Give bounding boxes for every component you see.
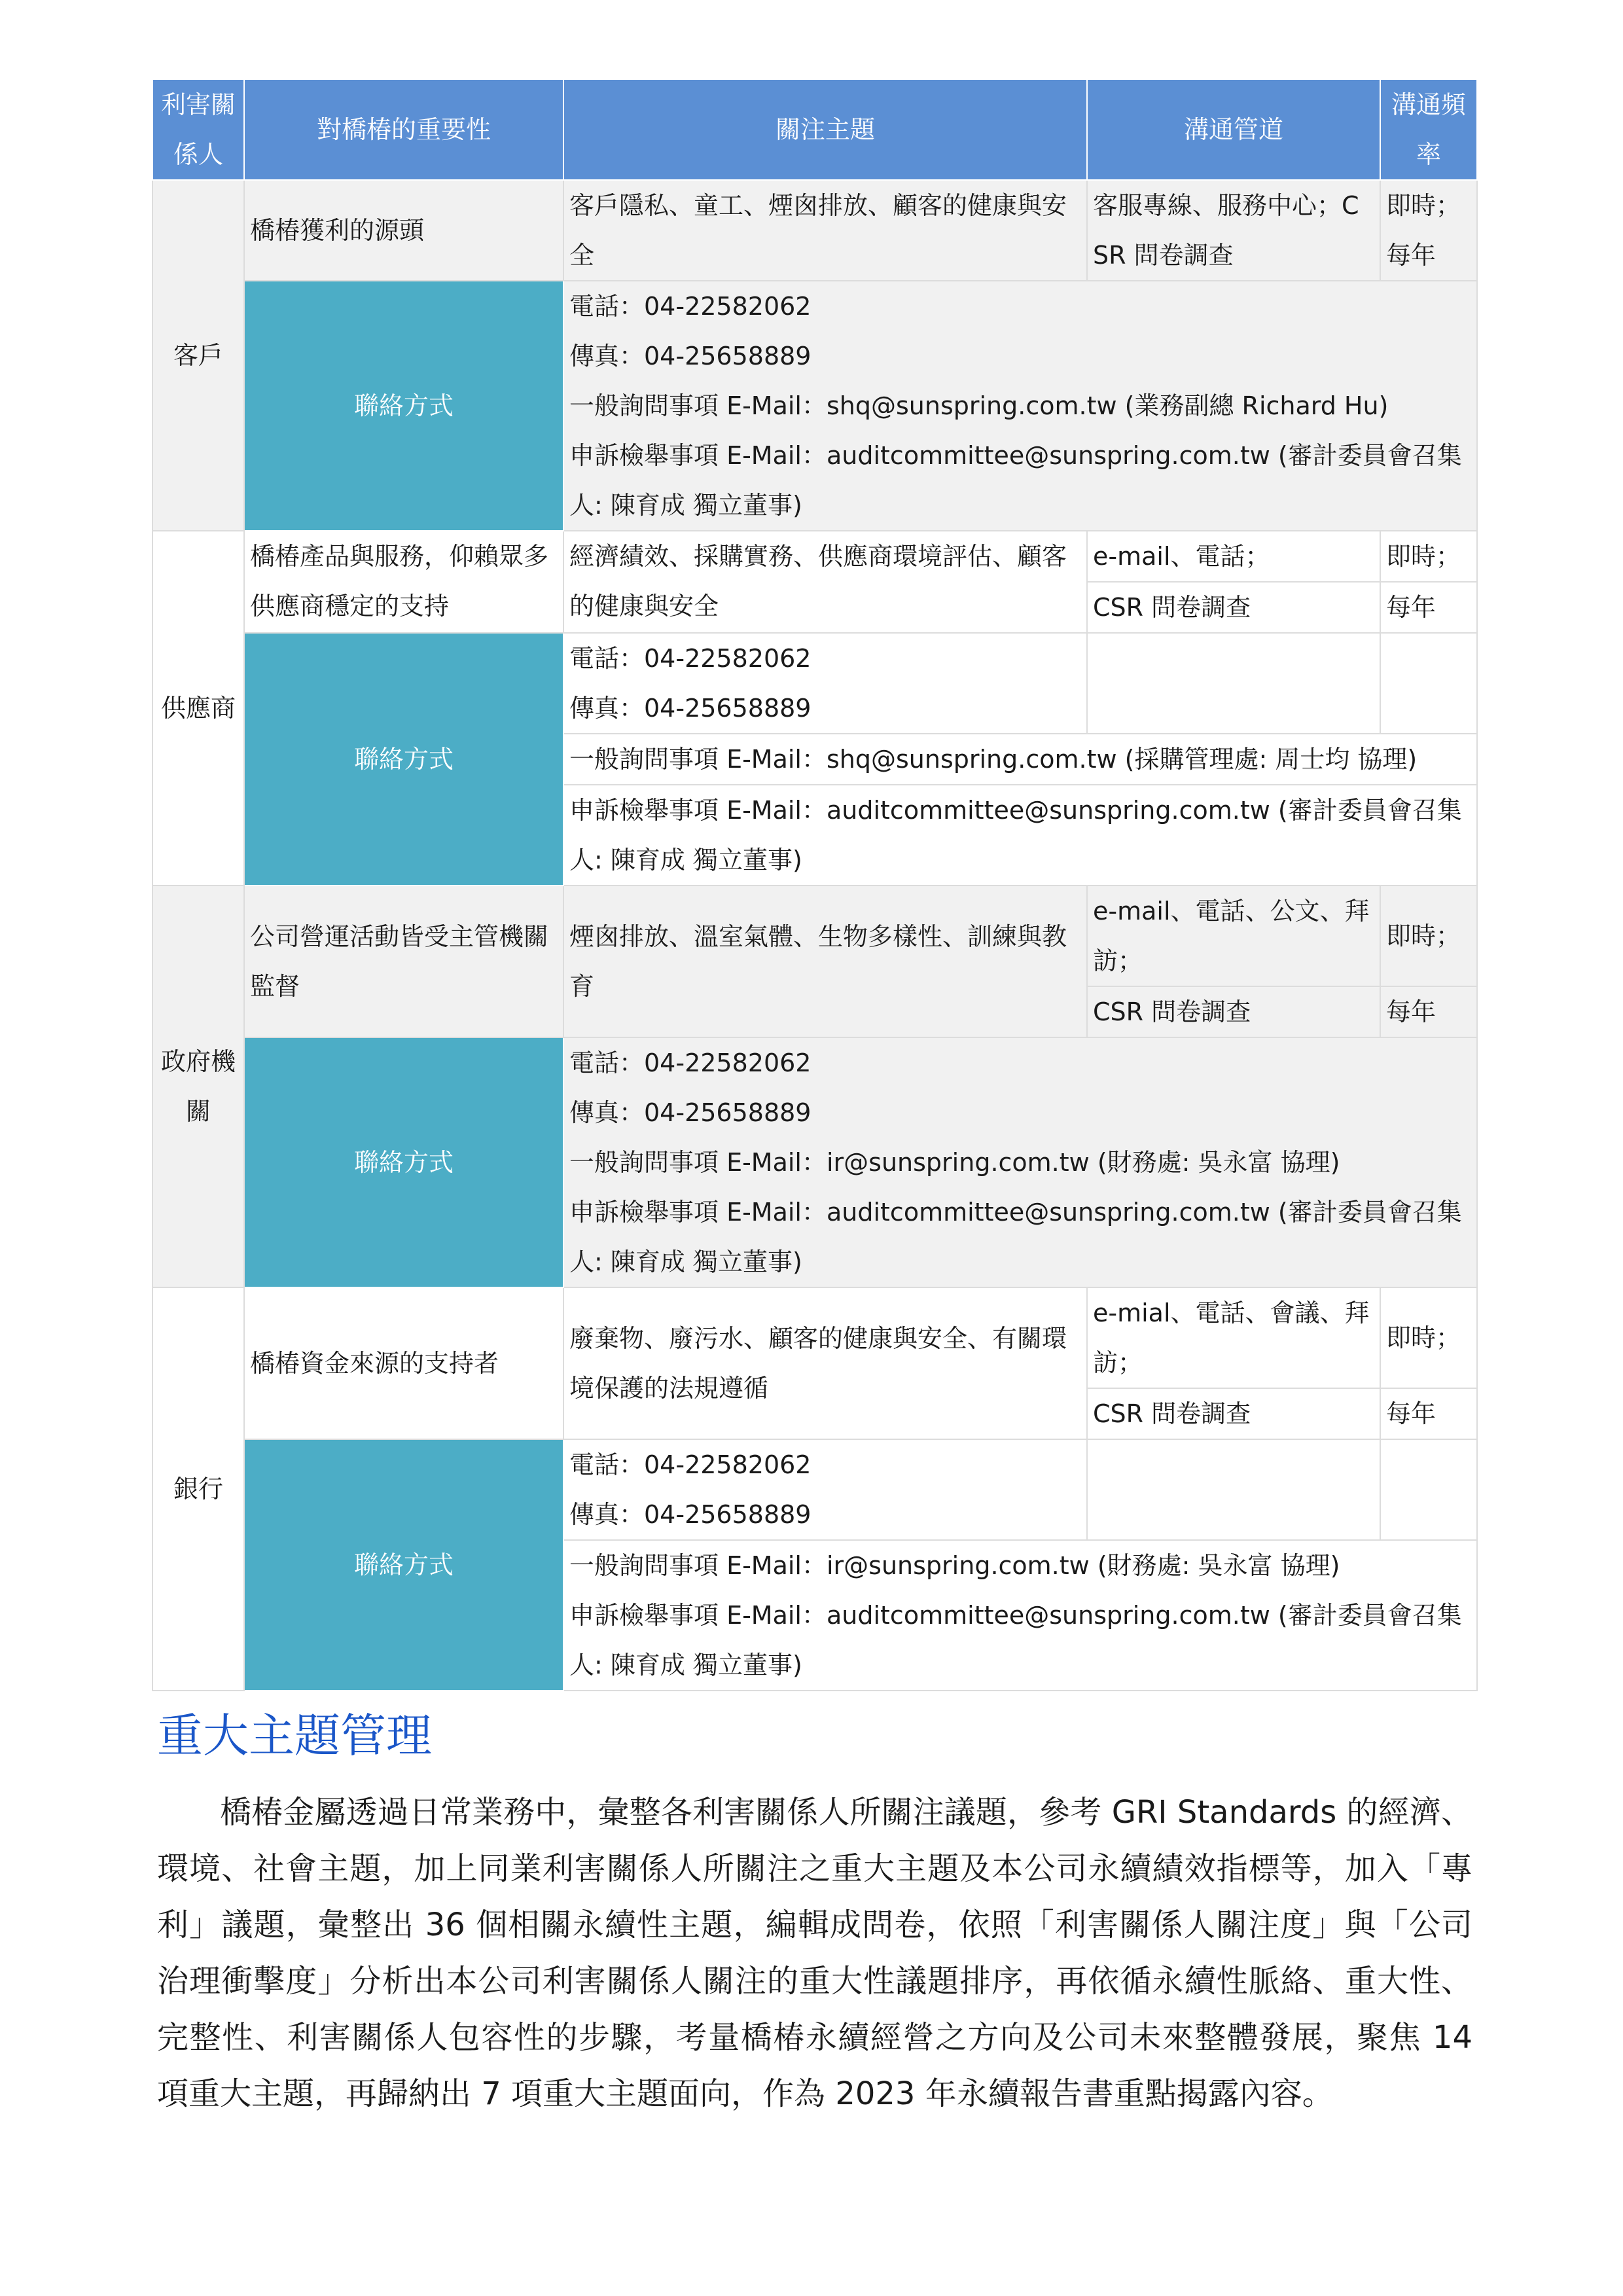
contact-cell (563, 1037, 1477, 1287)
topics-cell: 經濟績效、採購實務、供應商環境評估、顧客的健康與安全 (563, 531, 1087, 633)
section-paragraph: 橋椿金屬透過日常業務中，彙整各利害關係人所關注議題，參考 GRI Standards 的經濟、環境、社會主題，加上同業利害關係人所關注之重大主題及本公司永續績效指標等，加入「專利」議題，彙整出 36 個相關永續性主題，編輯成問卷，依照「利害關係人關注度」與「公司治理衝擊度」分析出本公司利害關係人關注的重大性議題排序，再依循永續性脈絡、重大性、完整性、利害關係人包容性的步驟，考量橋椿永續經營之方向及公司未來整體發展，聚焦 14 項重大主題，再歸納出 7 項重大主題面向，作為 2023 年永續報告書重點揭露內容。 (157, 1794, 1472, 2112)
contact-complaint-email: 申訴檢舉事項 E-Mail：auditcommittee@sunspring.com.tw (審計委員會召集人: 陳育成 獨立董事) (569, 1601, 1462, 1679)
importance-cell: 橋椿產品與服務，仰賴眾多供應商穩定的支持 (244, 531, 563, 633)
frequency-cell: 即時；每年 (1380, 180, 1477, 281)
contact-phone: 電話：04-22582062 (569, 1450, 812, 1479)
table-header-row (152, 79, 1477, 180)
stakeholder-cell: 供應商 (152, 531, 244, 886)
importance-cell: 橋椿資金來源的支持者 (244, 1287, 563, 1439)
contact-general-email: 一般詢問事項 E-Mail：ir@sunspring.com.tw (財務處: 吳永富 協理) (569, 1148, 1340, 1177)
table-row (152, 633, 1477, 734)
header-topics: 關注主題 (563, 79, 1087, 180)
contact-label: 聯絡方式 (244, 1037, 563, 1287)
table-row (152, 1037, 1477, 1287)
contact-general-email: 一般詢問事項 E-Mail：ir@sunspring.com.tw (財務處: 吳永富 協理) (569, 1551, 1340, 1580)
importance-cell: 公司營運活動皆受主管機關監督 (244, 886, 563, 1037)
table-row (152, 1287, 1477, 1388)
channel-cell: 客服專線、服務中心；CSR 問卷調查 (1087, 180, 1380, 281)
stakeholder-cell: 銀行 (152, 1287, 244, 1691)
contact-phone: 電話：04-22582062 (569, 1049, 812, 1077)
contact-cell (563, 633, 1087, 734)
contact-fax: 傳真：04-25658889 (569, 694, 812, 723)
topics-cell: 廢棄物、廢污水、顧客的健康與安全、有關環境保護的法規遵循 (563, 1287, 1087, 1439)
contact-fax: 傳真：04-25658889 (569, 1500, 812, 1529)
contact-phone: 電話：04-22582062 (569, 644, 812, 673)
page (152, 79, 1476, 2122)
contact-cell (563, 1540, 1477, 1691)
empty-cell (1087, 633, 1380, 734)
channel-cell: e-mial、電話、會議、拜訪； (1087, 1287, 1380, 1388)
contact-fax: 傳真：04-25658889 (569, 1098, 812, 1127)
channel-cell: CSR 問卷調查 (1087, 582, 1380, 633)
frequency-cell: 每年 (1380, 1388, 1477, 1439)
channel-cell: e-mail、電話、公文、拜訪； (1087, 886, 1380, 986)
table-row (152, 180, 1477, 281)
frequency-cell: 每年 (1380, 582, 1477, 633)
header-importance: 對橋椿的重要性 (244, 79, 563, 180)
table-row (152, 531, 1477, 582)
stakeholder-cell: 客戶 (152, 180, 244, 531)
channel-cell: e-mail、電話； (1087, 531, 1380, 582)
frequency-cell: 即時； (1380, 886, 1477, 986)
contact-complaint-email: 申訴檢舉事項 E-Mail：auditcommittee@sunspring.com.tw (審計委員會召集人: 陳育成 獨立董事) (569, 441, 1462, 520)
contact-complaint-email: 申訴檢舉事項 E-Mail：auditcommittee@sunspring.com.tw (審計委員會召集人: 陳育成 獨立董事) (563, 785, 1477, 886)
frequency-cell: 每年 (1380, 986, 1477, 1037)
header-channel: 溝通管道 (1087, 79, 1380, 180)
table-row (152, 886, 1477, 986)
importance-cell: 橋椿獲利的源頭 (244, 180, 563, 281)
frequency-cell: 即時； (1380, 531, 1477, 582)
channel-cell: CSR 問卷調查 (1087, 986, 1380, 1037)
stakeholder-table (152, 79, 1478, 1691)
empty-cell (1380, 1439, 1477, 1540)
section-title: 重大主題管理 (157, 1709, 432, 1763)
contact-phone: 電話：04-22582062 (569, 292, 812, 321)
stakeholder-cell: 政府機關 (152, 886, 244, 1287)
channel-cell: CSR 問卷調查 (1087, 1388, 1380, 1439)
table-row (152, 1439, 1477, 1540)
contact-general-email: 一般詢問事項 E-Mail：shq@sunspring.com.tw (業務副總 Richard Hu) (569, 391, 1389, 420)
table-row (152, 281, 1477, 531)
contact-complaint-email: 申訴檢舉事項 E-Mail：auditcommittee@sunspring.com.tw (審計委員會召集人: 陳育成 獨立董事) (569, 1198, 1462, 1276)
contact-cell (563, 1439, 1087, 1540)
contact-label: 聯絡方式 (244, 1439, 563, 1691)
topics-cell: 煙囪排放、溫室氣體、生物多樣性、訓練與教育 (563, 886, 1087, 1037)
header-frequency: 溝通頻率 (1380, 79, 1477, 180)
contact-cell (563, 281, 1477, 531)
empty-cell (1087, 1439, 1380, 1540)
contact-general-email: 一般詢問事項 E-Mail：shq@sunspring.com.tw (採購管理處: 周士均 協理) (563, 734, 1477, 785)
empty-cell (1380, 633, 1477, 734)
topics-cell: 客戶隱私、童工、煙囪排放、顧客的健康與安全 (563, 180, 1087, 281)
contact-label: 聯絡方式 (244, 633, 563, 886)
contact-label: 聯絡方式 (244, 281, 563, 531)
frequency-cell: 即時； (1380, 1287, 1477, 1388)
header-stakeholder: 利害關係人 (152, 79, 244, 180)
contact-fax: 傳真：04-25658889 (569, 342, 812, 370)
